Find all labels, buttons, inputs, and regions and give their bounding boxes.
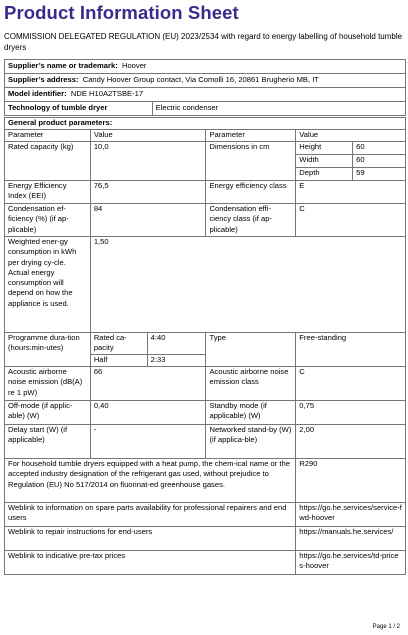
type-value: Free-standing	[296, 333, 406, 367]
table-row	[5, 333, 406, 355]
header-parameter-right: Parameter	[206, 130, 296, 142]
model-identifier-label: Model identifier:	[8, 89, 67, 99]
technology-label: Technology of tumble dryer	[5, 102, 153, 116]
condensation-label: Condensation ef-ficiency (%) (if ap-plicable)	[5, 204, 91, 237]
table-row	[5, 459, 406, 503]
networked-standby-value: 2,00	[296, 425, 406, 459]
table-row	[5, 204, 406, 237]
table-row	[5, 142, 406, 155]
supplier-table	[4, 59, 406, 116]
programme-duration-label: Programme dura-tion (hours:min-utes)	[5, 333, 91, 367]
supplier-address-row	[5, 74, 406, 88]
supplier-name-row	[5, 60, 406, 74]
rated-capacity-value: 10,0	[90, 142, 206, 181]
condensation-class-value: C	[296, 204, 406, 237]
eei-class-value: E	[296, 181, 406, 204]
weighted-energy-value: 1,50	[90, 237, 405, 333]
delay-start-label: Delay start (W) (if applicable)	[5, 425, 91, 459]
supplier-address-label: Supplier’s address:	[8, 75, 79, 85]
parameters-table	[4, 117, 406, 575]
depth-label: Depth	[296, 168, 353, 181]
type-label: Type	[206, 333, 296, 367]
noise-class-label: Acoustic airborne noise emission class	[206, 367, 296, 401]
dimensions-label: Dimensions in cm	[206, 142, 296, 181]
header-parameter-left: Parameter	[5, 130, 91, 142]
repair-link[interactable]: https://manuals.he.services/	[296, 527, 406, 551]
off-mode-value: 0,40	[90, 401, 206, 425]
table-row	[5, 527, 406, 551]
regulation-text: COMMISSION DELEGATED REGULATION (EU) 2023/2534 with regard to energy labelling of household tumble dryers	[4, 32, 403, 52]
depth-value: 59	[353, 168, 406, 181]
table-row	[5, 503, 406, 527]
page-number: Page 1 / 2	[372, 624, 400, 630]
supplier-address-value: Candy Hoover Group contact, Via Comolli 16, 20861 Brugherio MB, IT	[82, 75, 319, 85]
table-row	[5, 181, 406, 204]
technology-row	[5, 102, 406, 116]
condensation-class-label: Condensation effi-ciency class (if ap-plicable)	[206, 204, 296, 237]
prices-link[interactable]: https://go.he.services/td-prices-hoover	[296, 551, 406, 575]
height-value: 60	[353, 142, 406, 155]
prices-label: Weblink to indicative pre-tax prices	[5, 551, 296, 575]
supplier-name-label: Supplier’s name or trademark:	[8, 61, 118, 71]
condensation-value: 84	[90, 204, 206, 237]
table-row	[5, 401, 406, 425]
eei-class-label: Energy efficiency class	[206, 181, 296, 204]
half-duration-value: 2:33	[147, 355, 206, 367]
refrigerant-label: For household tumble dryers equipped with a heat pump, the chem-ical name or the accepted industry designation of the refrigerant gas used, without prejudice to Regulation (EU) No 517/2014 on fluorinat-ed greenhouse gases.	[5, 459, 296, 503]
repair-label: Weblink to repair instructions for end-users	[5, 527, 296, 551]
delay-start-value: -	[90, 425, 206, 459]
networked-standby-label: Networked stand-by (W) (if applica-ble)	[206, 425, 296, 459]
table-row	[5, 367, 406, 401]
rated-duration-label: Rated ca-pacity	[90, 333, 147, 355]
refrigerant-value: R290	[296, 459, 406, 503]
model-identifier-row	[5, 88, 406, 102]
noise-class-value: C	[296, 367, 406, 401]
table-row	[5, 551, 406, 575]
half-duration-label: Half	[90, 355, 147, 367]
weighted-energy-label: Weighted ener-gy consumption in kWh per drying cy-cle. Actual energy consumption will depend on how the appliance is used.	[5, 237, 91, 333]
standby-value: 0,75	[296, 401, 406, 425]
table-row	[5, 425, 406, 459]
height-label: Height	[296, 142, 353, 155]
width-label: Width	[296, 155, 353, 168]
column-header-row	[5, 130, 406, 142]
noise-value: 66	[90, 367, 206, 401]
general-heading-row	[5, 118, 406, 130]
rated-duration-value: 4:40	[147, 333, 206, 355]
off-mode-label: Off-mode (if applic-able) (W)	[5, 401, 91, 425]
header-value-right: Value	[296, 130, 406, 142]
table-row	[5, 237, 406, 333]
eei-value: 76,5	[90, 181, 206, 204]
spare-parts-label: Weblink to information on spare parts availability for professional repairers and end users	[5, 503, 296, 527]
general-heading: General product parameters:	[5, 118, 406, 130]
rated-capacity-label: Rated capacity (kg)	[5, 142, 91, 181]
technology-value: Electric condenser	[152, 102, 405, 116]
spare-parts-link[interactable]: https://go.he.services/service-fwd-hoover	[296, 503, 406, 527]
width-value: 60	[353, 155, 406, 168]
eei-label: Energy Efficiency Index (EEI)	[5, 181, 91, 204]
noise-label: Acoustic airborne noise emission (dB(A) re 1 pW)	[5, 367, 91, 401]
model-identifier-value: NDE H10A2TSBE-17	[70, 89, 144, 99]
page-title: Product Information Sheet	[4, 2, 239, 23]
header-value-left: Value	[90, 130, 206, 142]
supplier-name-value: Hoover	[121, 61, 147, 71]
standby-label: Standby mode (if applicable) (W)	[206, 401, 296, 425]
